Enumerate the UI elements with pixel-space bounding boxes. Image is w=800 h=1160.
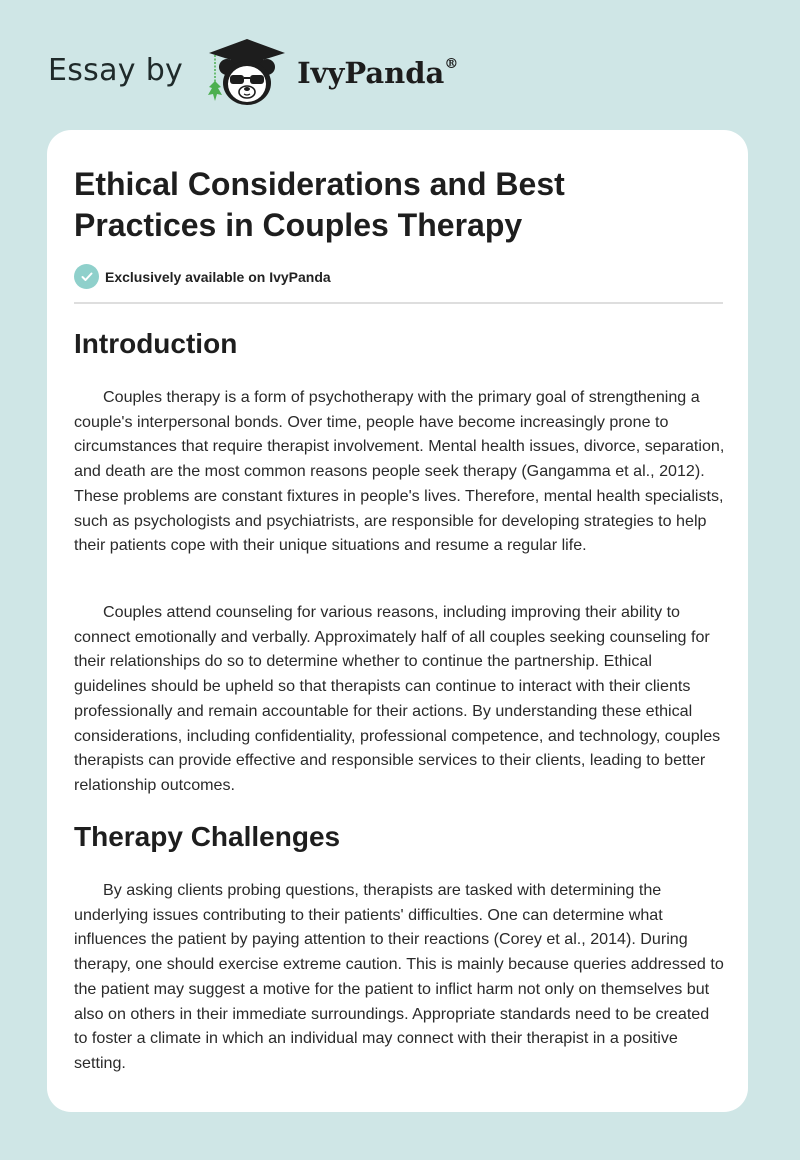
registered-mark: ® [444, 56, 459, 73]
paragraph: By asking clients probing questions, therapists are tasked with determining the underlying issues contributing to their patients' difficulties. One can determine what influences the patient by paying attention to their reactions (Corey et al., 2014). During therapy, one should exercise extreme caution. This is mainly because queries addressed to the patient may suggest a motive for the patient to inflict harm not only on themselves but also on others in their immediate surroundings. Appropriate standards need to be created to foster a climate in which an individual may connect with their therapist in a positive setting. [74, 881, 724, 1072]
exclusive-badge [74, 264, 331, 289]
brand-name-text: IvyPanda [297, 56, 445, 90]
check-circle-icon [74, 264, 99, 289]
brand-prefix: Essay by [48, 52, 184, 88]
essay-card [47, 130, 748, 1112]
title-divider [74, 302, 723, 304]
badge-text: Exclusively available on IvyPanda [105, 268, 331, 285]
brand-name [297, 56, 458, 90]
section-heading-introduction: Introduction [74, 328, 238, 359]
site-brand[interactable] [48, 34, 458, 110]
section-heading-therapy-challenges: Therapy Challenges [74, 821, 341, 852]
paragraph: Couples attend counseling for various reasons, including improving their ability to connect emotionally and verbally. Approximately half of all couples seeking counseling for their relationships do so to determine whether to continue the partnership. Ethical guidelines should be upheld so that therapists can continue to interact with their clients professionally and remain accountable for their actions. By understanding these ethical considerations, including confidentiality, professional competence, and technology, couples therapists can provide effective and responsible services to their clients, leading to better relationship outcomes. [74, 603, 721, 794]
panda-graduate-icon [201, 35, 293, 109]
essay-title: Ethical Considerations and Best Practices in Couples Therapy [74, 166, 565, 243]
paragraph: Couples therapy is a form of psychotherapy with the primary goal of strengthening a couple's interpersonal bonds. Over time, people have become increasingly prone to circumstances that require therapist involvement. Mental health issues, divorce, separation, and death are the most common reasons people seek therapy (Gangamma et al., 2012). These problems are constant fixtures in people's lives. Therefore, mental health specialists, such as psychologists and psychiatrists, are responsible for developing strategies to help their patients cope with their unique situations and resume a regular life. [74, 388, 725, 555]
